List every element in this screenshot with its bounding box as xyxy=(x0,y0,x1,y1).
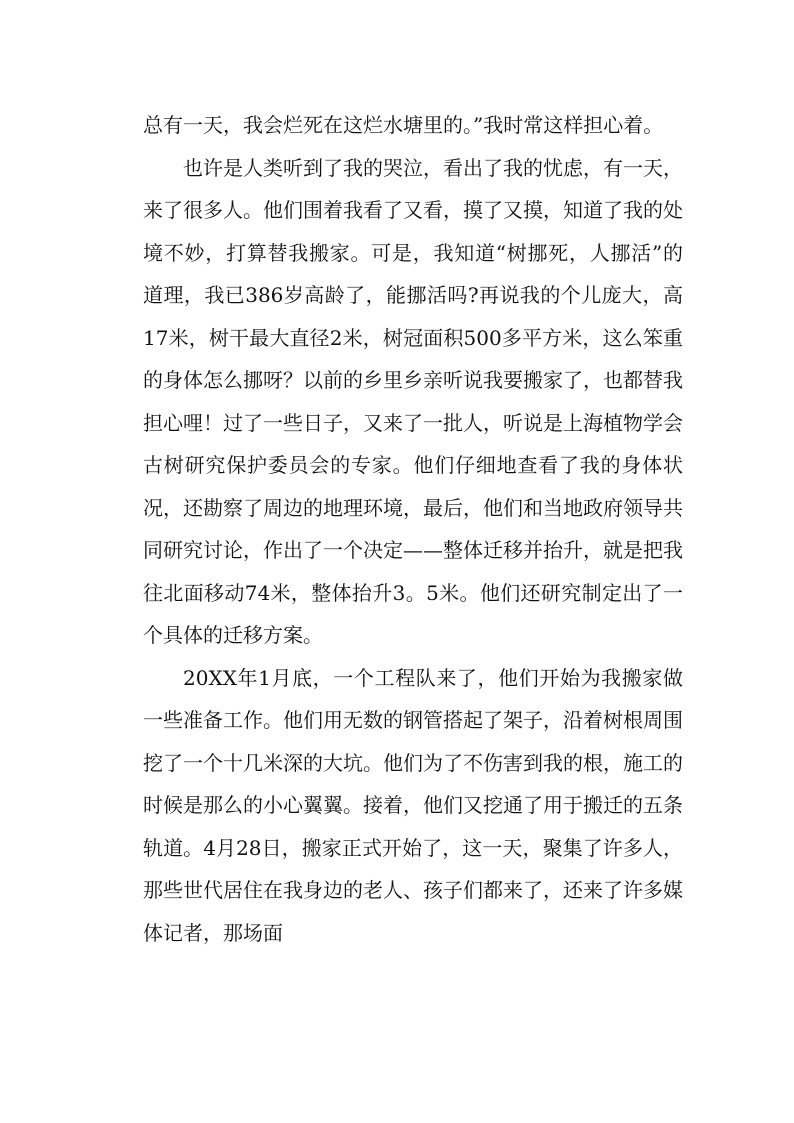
paragraph-3: 20XX年1月底，一个工程队来了，他们开始为我搬家做一些准备工作。他们用无数的钢管搭起了架子，沿着树根周围挖了一个十几米深的大坑。他们为了不伤害到我的根，施工的时候是那么的小心翼翼。接着，他们又挖通了用于搬迁的五条轨道。4月28日，搬家正式开始了，这一天，聚集了许多人，那些世代居住在我身边的老人、孩子们都来了，还来了许多媒体记者，那场面 xyxy=(143,665,683,945)
paragraph-1: 总有一天，我会烂死在这烂水塘里的。”我时常这样担心着。 xyxy=(143,113,664,137)
paragraph-2: 也许是人类听到了我的哭泣，看出了我的忧虑，有一天，来了很多人。他们围着我看了又看，摸了又摸，知道了我的处境不妙，打算替我搬家。可是，我知道“树挪死，人挪活”的道理，我已386岁高龄了，能挪活吗?再说我的个儿庞大，高17米，树干最大直径2米，树冠面积500多平方米，这么笨重的身体怎么挪呀？以前的乡里乡亲听说我要搬家了，也都替我担心哩！过了一些日子，又来了一批人，听说是上海植物学会古树研究保护委员会的专家。他们仔细地查看了我的身体状况，还勘察了周边的地理环境，最后，他们和当地政府领导共同研究讨论，作出了一个决定——整体迁移并抬升，就是把我往北面移动74米，整体抬升3。5米。他们还研究制定出了一个具体的迁移方案。 xyxy=(143,155,683,647)
document-body xyxy=(143,104,683,954)
